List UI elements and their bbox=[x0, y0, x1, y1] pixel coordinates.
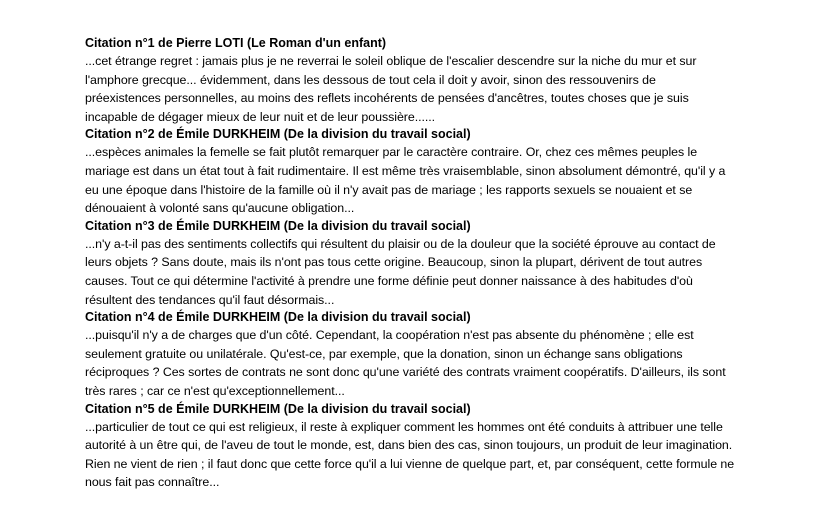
citation-line: ...puisqu'il n'y a de charges que d'un côté. Cependant, la coopération n'est pas absente du phénomène ; elle est bbox=[85, 328, 694, 343]
citation-line: résultent des tendances qu'il faut désormais... bbox=[85, 292, 335, 307]
citations-list bbox=[85, 35, 745, 492]
citation-line: Rien ne vient de rien ; il faut donc que cette force qu'il a lui vienne de quelque part, et, par conséquent, cette formule ne bbox=[85, 456, 735, 471]
citation-4 bbox=[85, 309, 745, 400]
citation-text bbox=[85, 143, 745, 217]
citation-3 bbox=[85, 218, 745, 309]
citation-text bbox=[85, 326, 745, 400]
citation-line: incapable de dégager mieux de leur nuit et de leur poussière...... bbox=[85, 109, 436, 124]
citation-line: ...n'y a-t-il pas des sentiments collectifs qui résultent du plaisir ou de la douleur que la société éprouve au contact de bbox=[85, 236, 716, 251]
citation-line: dénouaient à volonté sans qu'aucune obligation... bbox=[85, 201, 355, 216]
citation-2 bbox=[85, 126, 745, 217]
citation-text bbox=[85, 235, 745, 309]
citation-1 bbox=[85, 35, 745, 126]
citation-text bbox=[85, 418, 745, 492]
citation-line: eu une époque dans l'histoire de la famille où il n'y avait pas de mariage ; les rapports sexuels se nouaient et se bbox=[85, 182, 693, 197]
citation-line: ...particulier de tout ce qui est religieux, il reste à expliquer comment les hommes ont été conduits à attribuer une telle bbox=[85, 419, 723, 434]
citation-title: Citation n°3 de Émile DURKHEIM (De la division du travail social) bbox=[85, 218, 471, 233]
citation-line: ...cet étrange regret : jamais plus je ne reverrai le soleil oblique de l'escalier descendre sur la niche du mur et sur bbox=[85, 54, 697, 68]
citation-title: Citation n°1 de Pierre LOTI (Le Roman d'un enfant) bbox=[85, 36, 387, 50]
citation-line: mariage est dans un état tout à fait rudimentaire. Il est même très vraisemblable, sinon absolument démontré, qu'il y a bbox=[85, 163, 726, 178]
citation-title: Citation n°4 de Émile DURKHEIM (De la division du travail social) bbox=[85, 310, 471, 325]
citation-line: seulement gratuite ou unilatérale. Qu'est-ce, par exemple, que la donation, sinon un échange sans obligations bbox=[85, 346, 683, 361]
citation-5 bbox=[85, 401, 745, 492]
citation-line: très rares ; car ce n'est qu'exceptionnellement... bbox=[85, 383, 345, 398]
citation-line: leurs objets ? Sans doute, mais ils n'ont pas tous cette origine. Beaucoup, sinon la plupart, dérivent de tout autres bbox=[85, 255, 703, 270]
citation-line: réciproques ? Ces sortes de contrats ne sont donc qu'une variété des contrats vraiment coopératifs. D'ailleurs, ils sont bbox=[85, 365, 726, 380]
citation-line: causes. Tout ce qui détermine l'activité à prendre une forme définie peut donner naissance à des habitudes d'où bbox=[85, 273, 693, 288]
citation-title: Citation n°2 de Émile DURKHEIM (De la division du travail social) bbox=[85, 127, 471, 142]
citation-line: préexistences personnelles, au moins des reflets incohérents de pensées d'ancêtres, toutes choses que je suis bbox=[85, 91, 689, 106]
citation-line: l'amphore grecque... évidemment, dans les dessous de tout cela il doit y avoir, sinon des ressouvenirs de bbox=[85, 72, 656, 87]
citation-line: autorité à un être qui, de l'aveu de tout le monde, est, dans bien des cas, sinon toujours, un produit de leur imagination. bbox=[85, 438, 733, 453]
citation-line: nous fait pas connaître... bbox=[85, 475, 220, 490]
citation-title: Citation n°5 de Émile DURKHEIM (De la division du travail social) bbox=[85, 401, 471, 416]
citation-line: ...espèces animales la femelle se fait plutôt remarquer par le caractère contraire. Or, chez ces mêmes peuples le bbox=[85, 145, 698, 160]
citation-text bbox=[85, 52, 745, 126]
